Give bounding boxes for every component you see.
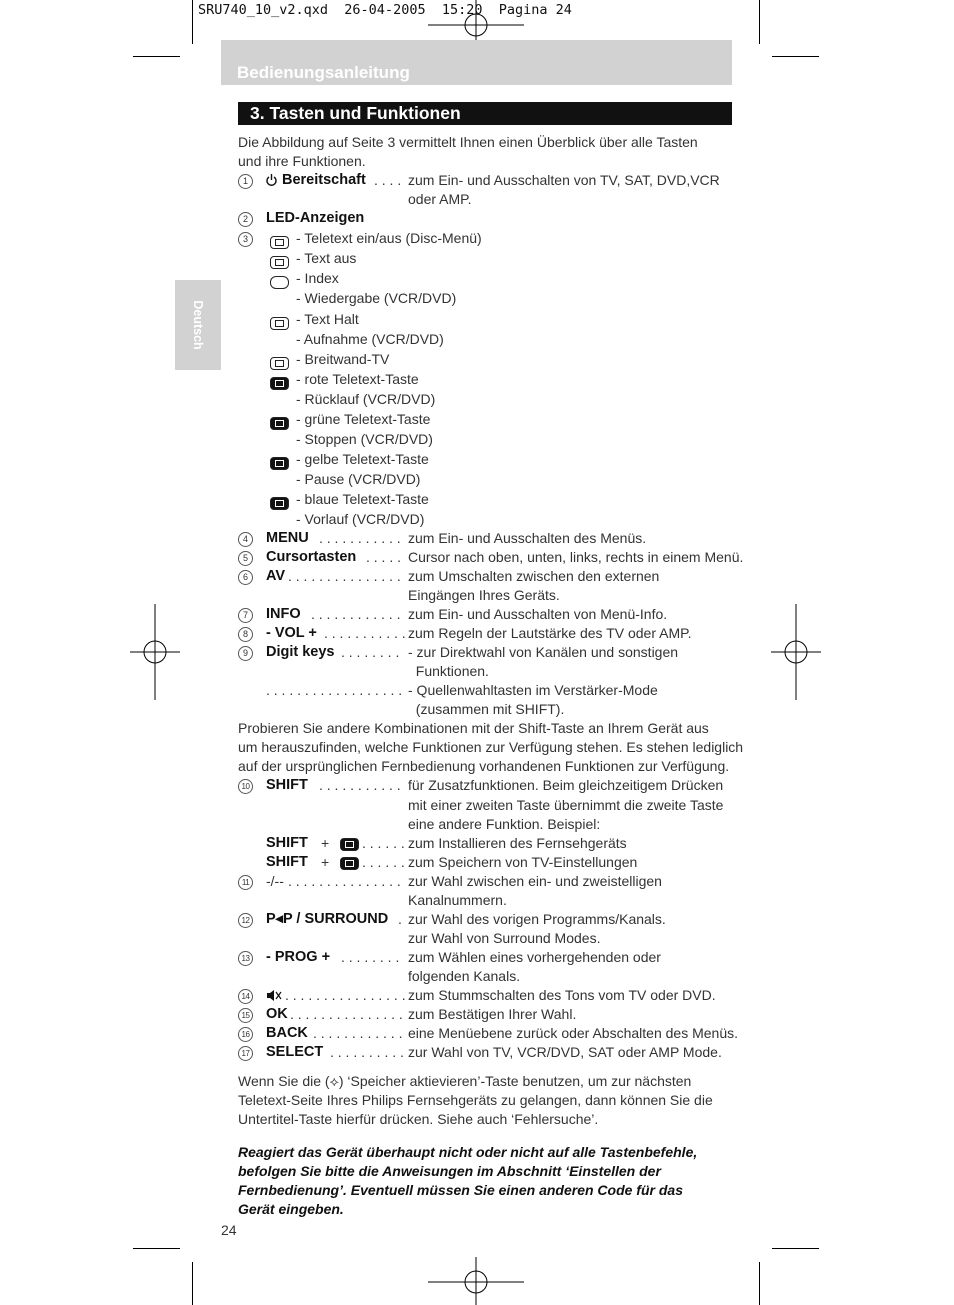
key-label: -/-- (266, 873, 284, 889)
item-description: Kanalnummern. (408, 892, 507, 908)
red-key-icon (270, 377, 289, 390)
leader-dots: . (398, 911, 402, 927)
item-number: 15 (238, 1008, 253, 1023)
key-label: SHIFT (266, 854, 308, 870)
leader-dots: . . . . . . . . . . . . (313, 1025, 403, 1041)
key-label: OK (266, 1006, 288, 1022)
warning-line: Reagiert das Gerät überhaupt nicht oder nicht auf alle Tastenbefehle, (238, 1144, 698, 1160)
sub-function: - Wiedergabe (VCR/DVD) (296, 290, 457, 306)
item-number: 14 (238, 989, 253, 1004)
yellow-key-icon (270, 457, 289, 470)
file-slug: SRU740_10_v2.qxd 26-04-2005 15:20 Pagina 24 (198, 2, 572, 18)
item-description: zum Stummschalten des Tons vom TV oder DVD. (408, 987, 716, 1003)
sub-function: - Text Halt (296, 311, 359, 327)
registration-mark (771, 604, 821, 700)
item-number: 17 (238, 1046, 253, 1061)
leader-dots: . . . . . . . . . . . . (311, 606, 401, 622)
item-number: 3 (238, 232, 253, 247)
item-description: zur Wahl zwischen ein- und zweistelligen (408, 873, 662, 889)
leader-dots: . . . . . . (362, 854, 405, 870)
key-label: Digit keys (266, 644, 335, 660)
crop-mark (759, 1262, 760, 1305)
leader-dots: . . . . . (366, 549, 402, 565)
blue-key-icon (270, 497, 289, 510)
item-number: 2 (238, 212, 253, 227)
item-number: 8 (238, 627, 253, 642)
leader-dots: . . . . . . . . . . . (319, 777, 401, 793)
key-label: AV (266, 568, 286, 584)
plus-sign: + (321, 835, 330, 851)
item-description: zum Wählen eines vorhergehenden oder (408, 949, 661, 965)
key-label: Bereitschaft (282, 172, 366, 188)
item-number: 6 (238, 570, 253, 585)
leader-dots: . . . . . . (362, 835, 405, 851)
key-label: SHIFT (266, 835, 308, 851)
language-tab-label: Deutsch (191, 300, 205, 350)
item-description: zum Ein- und Ausschalten des Menüs. (408, 530, 647, 546)
sub-function: - rote Teletext-Taste (296, 371, 419, 387)
sub-function: - grüne Teletext-Taste (296, 411, 431, 427)
item-description: - zur Direktwahl von Kanälen und sonstigen (408, 644, 679, 660)
registration-mark (428, 1257, 524, 1305)
key-label: LED-Anzeigen (266, 210, 365, 226)
section-bar (238, 102, 732, 125)
item-description: zum Bestätigen Ihrer Wahl. (408, 1006, 577, 1022)
item-number: 4 (238, 532, 253, 547)
sub-function: - Stoppen (VCR/DVD) (296, 431, 433, 447)
crop-mark (133, 1248, 180, 1249)
sub-function: - Teletext ein/aus (Disc-Menü) (296, 230, 482, 246)
item-description: zur Wahl des vorigen Programms/Kanals. (408, 911, 666, 927)
item-number: 12 (238, 913, 253, 928)
warning-line: Fernbedienung’. Eventuell müssen Sie einen anderen Code für das (238, 1182, 683, 1198)
leader-dots: . . . . . . . . . . . . . . . (290, 1006, 403, 1022)
key-label: - PROG + (266, 949, 331, 965)
crop-mark (192, 1262, 193, 1305)
leader-dots: . . . . . . . . . . (330, 1044, 404, 1060)
item-description: - Quellenwahltasten im Verstärker-Mode (408, 682, 658, 698)
text-off-icon (270, 256, 289, 269)
body-line: um herauszufinden, welche Funktionen zur Verfügung stehen. Es stehen lediglich (238, 739, 744, 755)
leader-dots: . . . . . . . . . . . . . . . (288, 568, 401, 584)
widescreen-icon (270, 357, 289, 370)
sub-function: - Aufnahme (VCR/DVD) (296, 331, 444, 347)
item-description: zum Ein- und Ausschalten von Menü-Info. (408, 606, 668, 622)
crop-mark (772, 56, 819, 57)
index-icon (270, 276, 289, 289)
leader-dots: . . . . . . . . . . . . . . . (288, 873, 401, 889)
item-description: folgenden Kanals. (408, 968, 521, 984)
leader-dots: . . . . . . . . (341, 644, 400, 660)
key-label: SHIFT (266, 777, 308, 793)
crop-mark (133, 56, 180, 57)
sub-function: - Index (296, 270, 339, 286)
warning-line: Gerät eingeben. (238, 1201, 344, 1217)
item-description: zum Umschalten zwischen den externen (408, 568, 660, 584)
intro-line: und ihre Funktionen. (238, 153, 366, 169)
header-band (221, 40, 732, 85)
page-number: 24 (221, 1222, 237, 1238)
item-number: 1 (238, 174, 253, 189)
item-number: 9 (238, 646, 253, 661)
green-key-icon (340, 857, 359, 870)
item-description: zum Ein- und Ausschalten von TV, SAT, DVD,VCR (408, 172, 720, 188)
item-description: Eingängen Ihres Geräts. (408, 587, 560, 603)
body-line: Untertitel-Taste hierfür drücken. Siehe auch ‘Fehlersuche’. (238, 1111, 599, 1127)
item-description: Funktionen. (408, 663, 489, 679)
sub-function: - Breitwand-TV (296, 351, 390, 367)
item-description: zum Installieren des Fernsehgeräts (408, 835, 627, 851)
key-label: INFO (266, 606, 301, 622)
red-key-icon (340, 838, 359, 851)
leader-dots: . . . . . . . . (341, 949, 400, 965)
body-line: Wenn Sie die (⟡) ‘Speicher aktievieren’-Taste benutzen, um zur nächsten (238, 1073, 692, 1089)
power-icon (266, 174, 277, 186)
warning-line: befolgen Sie bitte die Anweisungen im Abschnitt ‘Einstellen der (238, 1163, 661, 1179)
item-description: zum Speichern von TV-Einstellungen (408, 854, 638, 870)
key-label: - VOL + (266, 625, 317, 641)
sub-function: - Pause (VCR/DVD) (296, 471, 421, 487)
item-number: 5 (238, 551, 253, 566)
item-number: 11 (238, 875, 253, 890)
body-line: auf der ursprünglichen Fernbedienung vorhandenen Funktionen zur Verfügung. (238, 758, 730, 774)
body-line: Teletext-Seite Ihres Philips Fernsehgeräts zu gelangen, dann können Sie die (238, 1092, 713, 1108)
item-number: 16 (238, 1027, 253, 1042)
item-description: Cursor nach oben, unten, links, rechts in einem Menü. (408, 549, 744, 565)
item-description: eine Menüebene zurück oder Abschalten des Menüs. (408, 1025, 738, 1041)
item-description: zum Regeln der Lautstärke des TV oder AMP. (408, 625, 692, 641)
header-title: Bedienungsanleitung (237, 63, 410, 82)
item-description: zur Wahl von TV, VCR/DVD, SAT oder AMP Mode. (408, 1044, 722, 1060)
leader-dots: . . . . (374, 172, 402, 188)
sub-function: - Text aus (296, 250, 357, 266)
plus-sign: + (321, 854, 330, 870)
crop-mark (772, 1248, 819, 1249)
item-number: 7 (238, 608, 253, 623)
leader-dots: . . . . . . . . . . . . . . . . . . (266, 682, 403, 698)
mute-icon (266, 989, 282, 1002)
intro-line: Die Abbildung auf Seite 3 vermittelt Ihnen einen Überblick über alle Tasten (238, 134, 698, 150)
crop-mark (759, 0, 760, 44)
sub-function: - Rücklauf (VCR/DVD) (296, 391, 436, 407)
crop-mark (192, 0, 193, 44)
sub-function: - Vorlauf (VCR/DVD) (296, 511, 425, 527)
item-description: oder AMP. (408, 191, 472, 207)
item-description: für Zusatzfunktionen. Beim gleichzeitigem Drücken (408, 777, 724, 793)
item-description: zur Wahl von Surround Modes. (408, 930, 601, 946)
item-number: 13 (238, 951, 253, 966)
language-tab (175, 280, 221, 370)
key-label: SELECT (266, 1044, 324, 1060)
section-title: 3. Tasten und Funktionen (250, 103, 461, 123)
leader-dots: . . . . . . . . . . . . . . . . (285, 987, 406, 1003)
item-description: mit einer zweiten Taste übernimmt die zweite Taste (408, 797, 724, 813)
teletext-icon (270, 236, 289, 249)
text-hold-icon (270, 317, 289, 330)
leader-dots: . . . . . . . . . . . (324, 625, 406, 641)
key-label: BACK (266, 1025, 308, 1041)
key-label: MENU (266, 530, 309, 546)
leader-dots: . . . . . . . . . . . (319, 530, 401, 546)
key-label: P◂P / SURROUND (266, 911, 389, 927)
item-description: (zusammen mit SHIFT). (408, 701, 565, 717)
green-key-icon (270, 417, 289, 430)
body-line: Probieren Sie andere Kombinationen mit der Shift-Taste an Ihrem Gerät aus (238, 720, 709, 736)
registration-mark (130, 604, 180, 700)
key-label: Cursortasten (266, 549, 357, 565)
sub-function: - gelbe Teletext-Taste (296, 451, 429, 467)
item-description: eine andere Funktion. Beispiel: (408, 816, 601, 832)
item-number: 10 (238, 779, 253, 794)
sub-function: - blaue Teletext-Taste (296, 491, 429, 507)
